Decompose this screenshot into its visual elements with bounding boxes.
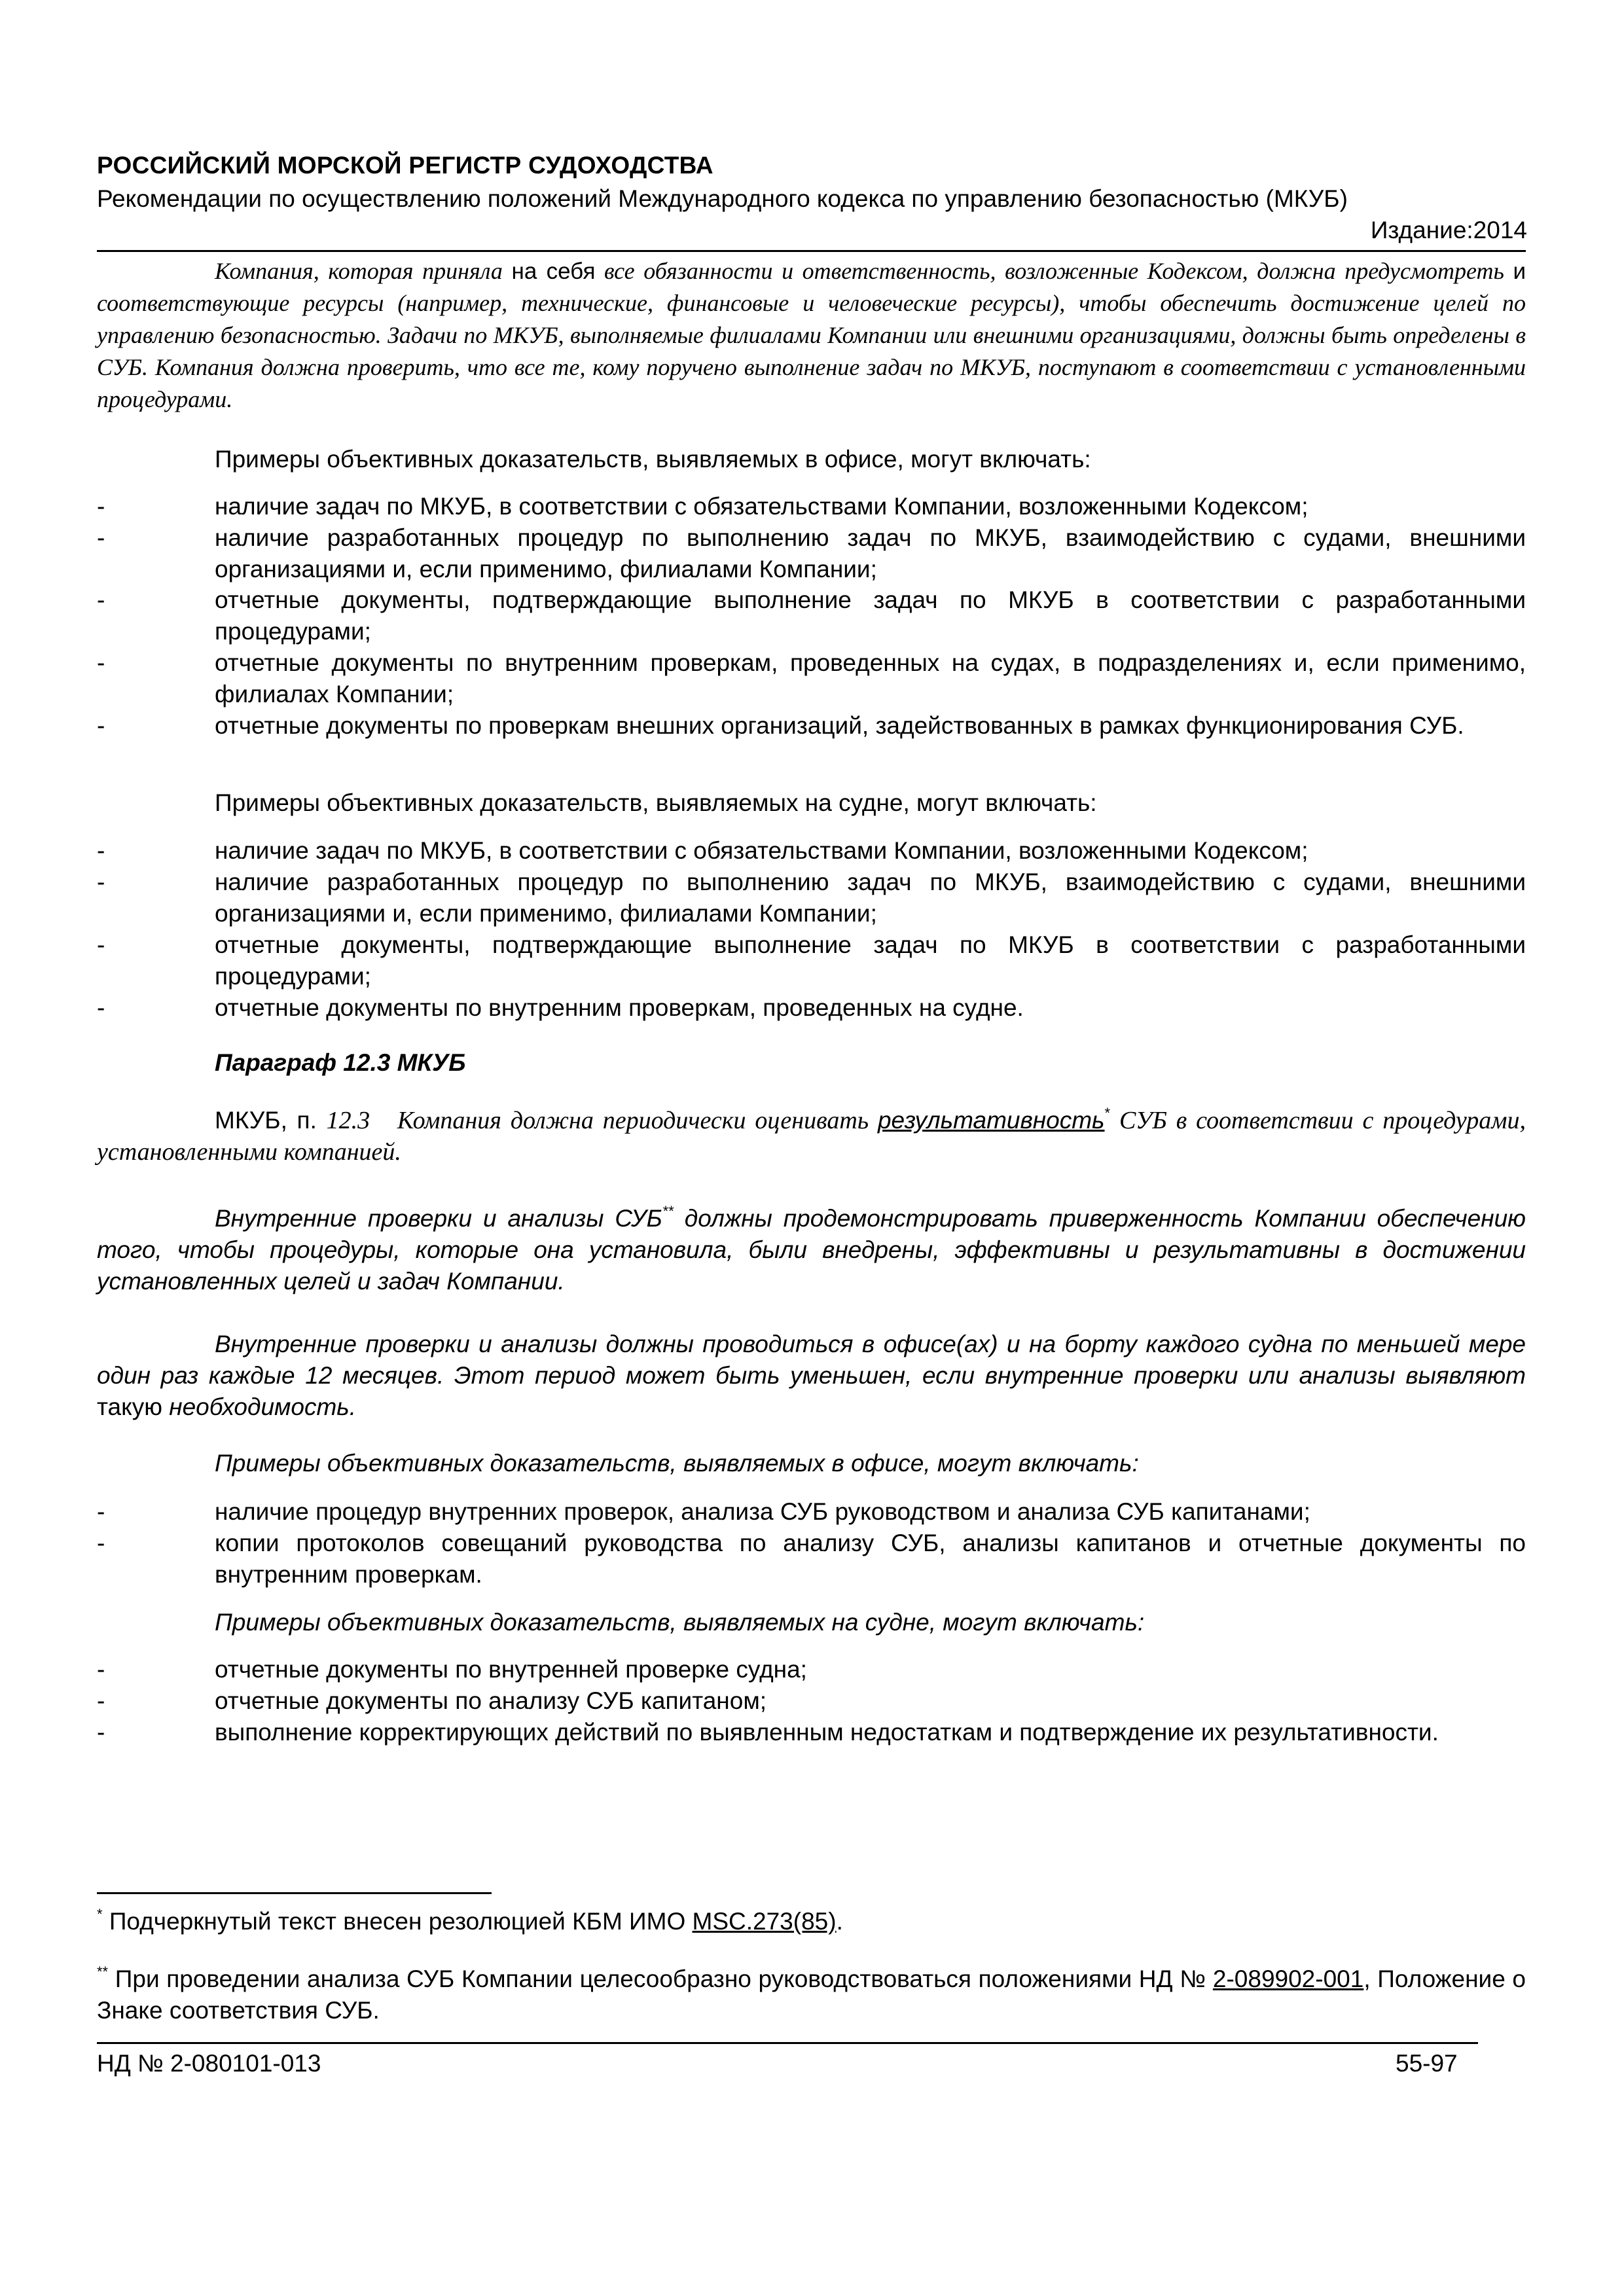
footer-rule — [97, 2042, 1478, 2044]
header-rule — [97, 250, 1526, 252]
office-evidence-lead: Примеры объективных доказательств, выявляемых в офисе, могут включать: — [215, 446, 1091, 473]
list-item: - отчетные документы, подтверждающие выполнение задач по МКУБ в соответствии с разработанными процедурами; — [97, 586, 1526, 645]
list-item: - наличие разработанных процедур по выполнению задач по МКУБ, взаимодействию с судами, внешними организациями и, если применимо, филиалами Компании; — [97, 869, 1526, 927]
footnote-1: * Подчеркнутый текст внесен резолюцией КБМ ИМО MSC.273(85). — [97, 1906, 843, 1935]
underlined-term: результативность — [877, 1107, 1105, 1134]
footer-doc-number: НД № 2-080101-013 — [97, 2050, 321, 2077]
ship-evidence-2-lead: Примеры объективных доказательств, выявляемых на судне, могут включать: — [215, 1609, 1145, 1636]
document-org-title: РОССИЙСКИЙ МОРСКОЙ РЕГИСТР СУДОХОДСТВА — [97, 152, 713, 179]
footnote-link-nd[interactable]: 2-089902-001 — [1212, 1965, 1364, 1992]
list-item: - отчетные документы, подтверждающие выполнение задач по МКУБ в соответствии с разработанными процедурами; — [97, 931, 1526, 990]
list-item: - отчетные документы по внутренней проверке судна; — [97, 1656, 807, 1683]
edition-label: Издание:2014 — [1370, 217, 1527, 243]
list-item: - копии протоколов совещаний руководства по анализу СУБ, анализы капитанов и отчетные документы по внутренним проверкам. — [97, 1530, 1526, 1588]
section-heading: Параграф 12.3 МКУБ — [215, 1049, 466, 1076]
list-item: - отчетные документы по анализу СУБ капитаном; — [97, 1687, 767, 1714]
list-item: - наличие задач по МКУБ, в соответствии с обязательствами Компании, возложенными Кодексом; — [97, 837, 1308, 864]
list-item: - отчетные документы по проверкам внешних организаций, задействованных в рамках функционирования СУБ. — [97, 712, 1464, 739]
list-item: - наличие разработанных процедур по выполнению задач по МКУБ, взаимодействию с судами, внешними организациями и, если применимо, филиалами Компании; — [97, 524, 1526, 583]
footnote-rule — [97, 1892, 492, 1894]
list-item: - отчетные документы по внутренним проверкам, проведенных на судах, в подразделениях и, если применимо, филиалах Компании; — [97, 649, 1526, 708]
audits-paragraph-1: Внутренние проверки и анализы СУБ** должны продемонстрировать приверженность Компании обеспечению того, чтобы процедуры, которые она установила, были внедрены, эффективны и результативны в достижении установленных целей и задач Компании. — [97, 1203, 1526, 1295]
ship-evidence-lead: Примеры объективных доказательств, выявляемых на судне, могут включать: — [215, 789, 1097, 816]
footnote-link-msc[interactable]: MSC.273(85) — [692, 1908, 837, 1935]
office-evidence-2-lead: Примеры объективных доказательств, выявляемых в офисе, могут включать: — [215, 1450, 1139, 1477]
page-number: 55-97 — [1396, 2050, 1458, 2077]
mkub-clause: МКУБ, п. 12.3 Компания должна периодически оценивать результативность* СУБ в соответствии с процедурами, установленными компанией. — [97, 1105, 1526, 1166]
footnote-2: ** При проведении анализа СУБ Компании целесообразно руководствоваться положениями НД № 2-089902-001, Положение о Знаке соответствия СУБ. — [97, 1964, 1526, 2024]
list-item: - выполнение корректирующих действий по выявленным недостаткам и подтверждение их результативности. — [97, 1719, 1439, 1746]
list-item: - наличие задач по МКУБ, в соответствии с обязательствами Компании, возложенными Кодексом; — [97, 493, 1308, 520]
list-item: - наличие процедур внутренних проверок, анализа СУБ руководством и анализа СУБ капитанами; — [97, 1498, 1310, 1525]
document-subtitle: Рекомендации по осуществлению положений Международного кодекса по управлению безопасностью (МКУБ) — [97, 185, 1348, 212]
audits-paragraph-2: Внутренние проверки и анализы должны проводиться в офисе(ах) и на борту каждого судна по меньшей мере один раз каждые 12 месяцев. Этот период может быть уменьшен, если внутренние проверки или анализы выявляют такую необходимость. — [97, 1331, 1526, 1420]
list-item: - отчетные документы по внутренним проверкам, проведенных на судне. — [97, 994, 1024, 1021]
intro-paragraph: Компания, которая приняла на себя все обязанности и ответственность, возложенные Кодексом, должна предусмотреть и соответствующие ресурсы (например, технические, финансовые и человеческие ресурсы), чтобы обеспечить достижение целей по управлению безопасностью. Задачи по МКУБ, выполняемые филиалами Компании или внешними организациями, должны быть определены в СУБ. Компания должна проверить, что все те, кому поручено выполнение задач по МКУБ, поступают в соответствии с установленными процедурами. — [97, 258, 1526, 412]
